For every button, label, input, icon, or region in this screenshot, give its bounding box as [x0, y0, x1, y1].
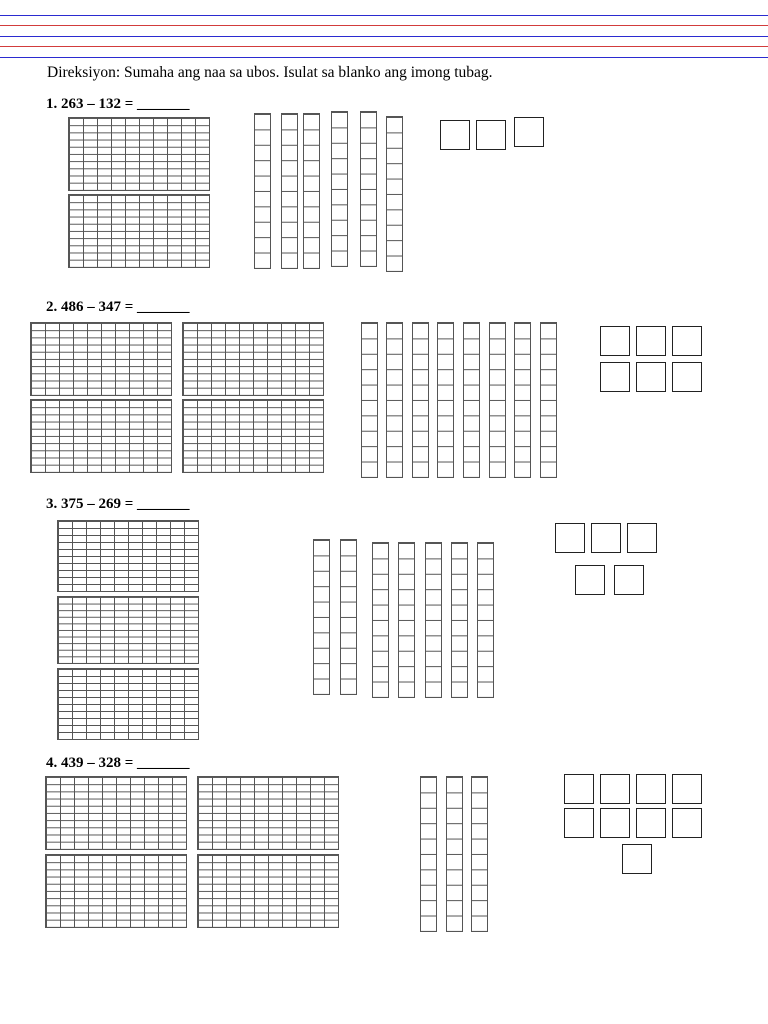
problem-4-label: 4. 439 – 328 = _______: [46, 755, 190, 771]
hundreds-block: [68, 117, 210, 191]
tens-rod: [386, 116, 403, 272]
problem-1-label: 1. 263 – 132 = _______: [46, 96, 190, 112]
tens-rod: [361, 322, 378, 478]
hundreds-block: [57, 668, 199, 740]
ones-cube: [636, 808, 666, 838]
hundreds-block: [57, 520, 199, 592]
tens-rod: [420, 776, 437, 932]
ones-cube: [575, 565, 605, 595]
tens-rod: [437, 322, 454, 478]
tens-rod: [340, 539, 357, 695]
tens-rod: [471, 776, 488, 932]
ones-cube: [600, 326, 630, 356]
tens-rod: [477, 542, 494, 698]
hundreds-block: [182, 399, 324, 473]
ones-cube: [627, 523, 657, 553]
tens-rod: [451, 542, 468, 698]
hundreds-block: [30, 322, 172, 396]
ones-cube: [600, 808, 630, 838]
tens-rod: [412, 322, 429, 478]
problem-3-label: 3. 375 – 269 = _______: [46, 496, 190, 512]
problem-2-label: 2. 486 – 347 = _______: [46, 299, 190, 315]
tens-rod: [281, 113, 298, 269]
tens-rod: [386, 322, 403, 478]
tens-rod: [489, 322, 506, 478]
ones-cube: [564, 774, 594, 804]
header-rule-red-1: [0, 25, 768, 26]
hundreds-block: [45, 776, 187, 850]
tens-rod: [446, 776, 463, 932]
ones-cube: [600, 774, 630, 804]
tens-rod: [425, 542, 442, 698]
ones-cube: [600, 362, 630, 392]
tens-rod: [372, 542, 389, 698]
tens-rod: [254, 113, 271, 269]
tens-rod: [360, 111, 377, 267]
ones-cube: [672, 774, 702, 804]
hundreds-block: [197, 776, 339, 850]
tens-rod: [398, 542, 415, 698]
tens-rod: [540, 322, 557, 478]
ones-cube: [636, 326, 666, 356]
header-rule-blue-3: [0, 57, 768, 58]
tens-rod: [331, 111, 348, 267]
ones-cube: [672, 326, 702, 356]
ones-cube: [555, 523, 585, 553]
ones-cube: [564, 808, 594, 838]
ones-cube: [622, 844, 652, 874]
header-rule-blue-2: [0, 36, 768, 37]
hundreds-block: [182, 322, 324, 396]
tens-rod: [313, 539, 330, 695]
directions-text: Direksiyon: Sumaha ang naa sa ubos. Isulat sa blanko ang imong tubag.: [47, 64, 493, 81]
hundreds-block: [45, 854, 187, 928]
tens-rod: [463, 322, 480, 478]
ones-cube: [636, 362, 666, 392]
ones-cube: [514, 117, 544, 147]
ones-cube: [476, 120, 506, 150]
hundreds-block: [30, 399, 172, 473]
ones-cube: [591, 523, 621, 553]
hundreds-block: [57, 596, 199, 664]
ones-cube: [636, 774, 666, 804]
hundreds-block: [197, 854, 339, 928]
hundreds-block: [68, 194, 210, 268]
header-rule-blue-1: [0, 15, 768, 16]
tens-rod: [514, 322, 531, 478]
header-rule-red-2: [0, 46, 768, 47]
ones-cube: [440, 120, 470, 150]
ones-cube: [672, 362, 702, 392]
ones-cube: [614, 565, 644, 595]
tens-rod: [303, 113, 320, 269]
ones-cube: [672, 808, 702, 838]
